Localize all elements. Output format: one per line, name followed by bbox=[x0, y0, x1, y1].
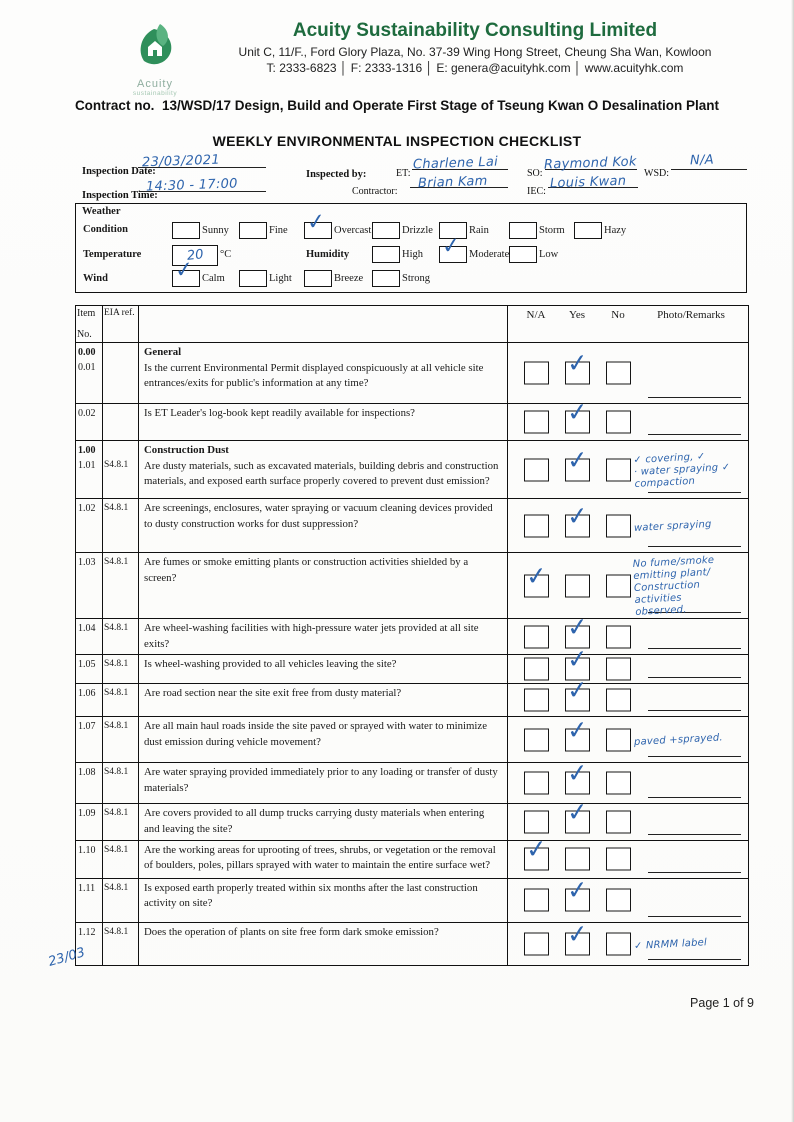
weather-option bbox=[509, 222, 565, 239]
weather-checkbox[interactable] bbox=[372, 222, 400, 239]
eia-ref: S4.8.1 bbox=[104, 503, 129, 513]
so-label: SO: bbox=[527, 168, 543, 179]
table-row bbox=[76, 876, 748, 923]
remarks-handwriting: No fume/smoke emitting plant/ Construction activities observed. bbox=[632, 554, 715, 618]
so-value: Raymond Kok bbox=[543, 154, 638, 173]
tick-mark-icon: ✓ bbox=[524, 562, 549, 591]
contract-text: 13/WSD/17 Design, Build and Operate First Stage of Tseung Kwan O Desalination Plant bbox=[161, 98, 720, 113]
section-item-no: 1.00 bbox=[78, 445, 96, 456]
tick-mark-icon: ✓ bbox=[565, 920, 590, 949]
yes-checkbox[interactable] bbox=[565, 676, 590, 712]
question-text: Are dusty materials, such as excavated materials, building debris and construction materials, and exposed earth surface properly covered to prevent dust emission? bbox=[144, 459, 499, 488]
item-no: 1.12 bbox=[78, 926, 96, 938]
yes-checkbox[interactable] bbox=[565, 716, 590, 751]
item-no: 1.11 bbox=[78, 882, 96, 894]
weather-option bbox=[439, 232, 510, 263]
table-row bbox=[76, 920, 748, 965]
question-text: Are screenings, enclosures, water spraying or vacuum cleaning devices provided to dusty construction works for dust suppression? bbox=[144, 502, 493, 530]
contractor-value: Brian Kam bbox=[417, 173, 488, 192]
tick-mark-icon: ✓ bbox=[565, 613, 590, 643]
remarks-handwriting: water spraying bbox=[633, 518, 712, 534]
weather-option bbox=[172, 256, 225, 287]
handwritten-footer-date: 23/03 bbox=[46, 945, 87, 970]
weather-option bbox=[239, 222, 288, 239]
yes-checkbox[interactable] bbox=[565, 398, 590, 434]
remarks-blank-line bbox=[648, 756, 741, 757]
remarks-blank-line bbox=[648, 834, 741, 835]
tick-mark-icon: ✓ bbox=[524, 835, 549, 865]
table-row bbox=[76, 717, 748, 763]
weather-option-label: Strong bbox=[402, 273, 431, 284]
na-checkbox[interactable] bbox=[524, 362, 549, 385]
header-yes: Yes bbox=[568, 309, 585, 321]
logo-wordmark: Acuity bbox=[137, 78, 173, 90]
condition-label: Condition bbox=[83, 224, 128, 235]
tick-mark-icon: ✓ bbox=[565, 716, 590, 746]
table-row bbox=[76, 343, 748, 404]
leaf-logo-icon bbox=[129, 22, 181, 72]
company-address: Unit C, 11/F., Ford Glory Plaza, No. 37-39 Wing Hong Street, Cheung Sha Wan, Kowloon bbox=[238, 45, 712, 59]
tick-mark-icon: ✓ bbox=[565, 798, 590, 828]
weather-option-label: Light bbox=[269, 273, 292, 284]
question-text: Are road section near the site exit free from dusty material? bbox=[144, 687, 402, 700]
item-no: 1.05 bbox=[78, 659, 96, 671]
weather-option-label: Moderate bbox=[469, 249, 510, 260]
temperature-unit: °C bbox=[220, 249, 232, 260]
table-row bbox=[76, 835, 748, 879]
tick-mark-icon: ✓ bbox=[565, 876, 590, 906]
remarks-blank-line bbox=[648, 546, 741, 547]
yes-checkbox[interactable] bbox=[565, 446, 590, 481]
tick-mark-icon: ✓ bbox=[565, 676, 590, 706]
header-remarks: Photo/Remarks bbox=[657, 309, 725, 321]
company-contact: T: 2333-6823 │ F: 2333-1316 │ E: genera@acuityhk.com │ www.acuityhk.com bbox=[266, 61, 684, 75]
weather-option-label: Drizzle bbox=[402, 225, 433, 236]
yes-checkbox[interactable] bbox=[565, 920, 590, 955]
inspection-time-label: Inspection Time: bbox=[82, 190, 158, 201]
no-checkbox[interactable] bbox=[606, 362, 631, 385]
table-row bbox=[76, 759, 748, 804]
weather-option-label: High bbox=[402, 249, 423, 260]
contractor-label: Contractor: bbox=[352, 186, 398, 197]
header-item-no: No. bbox=[77, 329, 92, 340]
humidity-label: Humidity bbox=[306, 249, 350, 260]
question-text: Are water spraying provided immediately prior to any loading or transfer of dusty materials? bbox=[144, 766, 498, 794]
company-name: Acuity Sustainability Consulting Limited bbox=[292, 20, 658, 41]
eia-ref: S4.8.1 bbox=[104, 882, 129, 893]
weather-option bbox=[304, 270, 363, 287]
yes-checkbox[interactable] bbox=[565, 349, 590, 385]
weather-checkbox[interactable] bbox=[439, 232, 467, 263]
table-row bbox=[76, 441, 748, 499]
eia-ref: S4.8.1 bbox=[104, 688, 129, 699]
tick-mark-icon: ✓ bbox=[305, 208, 327, 235]
na-checkbox[interactable] bbox=[524, 689, 549, 712]
weather-checkbox[interactable] bbox=[172, 256, 200, 287]
header-eia: EIA ref. bbox=[104, 308, 135, 318]
no-checkbox[interactable] bbox=[606, 728, 631, 751]
eia-ref: S4.8.1 bbox=[104, 623, 129, 633]
yes-checkbox[interactable] bbox=[565, 759, 590, 795]
yes-checkbox[interactable] bbox=[565, 574, 590, 597]
remarks-blank-line bbox=[648, 434, 741, 435]
tick-mark-icon: ✓ bbox=[173, 256, 195, 283]
eia-ref: S4.8.1 bbox=[104, 557, 129, 567]
na-checkbox[interactable] bbox=[524, 458, 549, 481]
item-no: 1.07 bbox=[78, 721, 96, 733]
weather-checkbox[interactable] bbox=[172, 222, 200, 239]
weather-option bbox=[172, 222, 229, 239]
temperature-value: 20 bbox=[185, 247, 205, 264]
na-checkbox[interactable] bbox=[524, 562, 549, 597]
section-title: Construction Dust bbox=[144, 444, 229, 456]
tick-mark-icon: ✓ bbox=[565, 349, 590, 379]
logo-tagline: sustainability bbox=[132, 90, 178, 97]
weather-option-label: Breeze bbox=[334, 273, 364, 284]
weather-option bbox=[372, 222, 433, 239]
weather-section-label: Weather bbox=[82, 206, 121, 217]
weather-option bbox=[574, 222, 626, 239]
weather-checkbox[interactable] bbox=[304, 208, 332, 239]
no-checkbox[interactable] bbox=[606, 514, 631, 537]
remarks-blank-line bbox=[648, 492, 741, 493]
na-checkbox[interactable] bbox=[524, 810, 549, 833]
remarks-handwriting: ✓ covering, ✓ · water spraying ✓ compaction bbox=[633, 450, 731, 490]
eia-ref: S4.8.1 bbox=[104, 808, 129, 819]
item-no: 1.04 bbox=[78, 623, 96, 634]
eia-ref: S4.8.1 bbox=[104, 659, 129, 670]
et-value: Charlene Lai bbox=[412, 154, 499, 173]
inspection-date-value: 23/03/2021 bbox=[141, 152, 221, 171]
no-checkbox[interactable] bbox=[606, 658, 631, 681]
table-row bbox=[76, 676, 748, 717]
tick-mark-icon: ✓ bbox=[565, 645, 590, 675]
section-title: General bbox=[144, 346, 182, 358]
na-checkbox[interactable] bbox=[524, 728, 549, 751]
weather-option bbox=[372, 270, 430, 287]
na-checkbox[interactable] bbox=[524, 889, 549, 912]
tick-mark-icon: ✓ bbox=[565, 759, 590, 789]
question-text: Are covers provided to all dump trucks carrying dusty materials when entering and leaving the site? bbox=[144, 807, 485, 835]
question-text: Is the current Environmental Permit displayed conspicuously at all vehicle site entrances/exits for public's information at any time? bbox=[144, 361, 484, 390]
weather-option bbox=[509, 246, 558, 263]
wsd-value: N/A bbox=[689, 152, 715, 169]
wsd-field[interactable] bbox=[671, 169, 747, 170]
weather-option-label: Fine bbox=[269, 225, 288, 236]
remarks-blank-line bbox=[648, 916, 741, 917]
yes-checkbox[interactable] bbox=[565, 798, 590, 833]
item-no: 1.01 bbox=[78, 460, 96, 471]
weather-option bbox=[372, 246, 423, 263]
page-number: Page 1 of 9 bbox=[690, 996, 754, 1010]
question-text: Are all main haul roads inside the site paved or sprayed with water to minimize dust emission during vehicle movement? bbox=[144, 720, 488, 748]
no-checkbox[interactable] bbox=[606, 810, 631, 833]
question-text: Are the working areas for uprooting of trees, shrubs, or vegetation or the removal of boulders, poles, pillars sprayed with water to maintain the entire surface wet? bbox=[144, 843, 496, 872]
form-title: WEEKLY ENVIRONMENTAL INSPECTION CHECKLIST bbox=[212, 133, 582, 149]
iec-value: Louis Kwan bbox=[549, 173, 627, 192]
company-logo bbox=[90, 18, 220, 97]
header-no: No bbox=[611, 309, 625, 321]
weather-option bbox=[304, 208, 372, 239]
header-na: N/A bbox=[526, 309, 546, 321]
eia-ref: S4.8.1 bbox=[104, 844, 129, 855]
weather-option-label: Rain bbox=[469, 225, 489, 236]
weather-checkbox[interactable] bbox=[509, 222, 537, 239]
yes-checkbox[interactable] bbox=[565, 502, 590, 537]
weather-checkbox[interactable] bbox=[574, 222, 602, 239]
na-checkbox[interactable] bbox=[524, 625, 549, 648]
no-checkbox[interactable] bbox=[606, 689, 631, 712]
table-row bbox=[76, 553, 748, 619]
iec-label: IEC: bbox=[527, 186, 546, 197]
weather-option-label: Calm bbox=[202, 273, 225, 284]
table-row bbox=[76, 398, 748, 441]
question-text: Does the operation of plants on site free form dark smoke emission? bbox=[144, 925, 439, 938]
question-text: Are fumes or smoke emitting plants or construction activities shielded by a screen? bbox=[144, 556, 469, 584]
no-checkbox[interactable] bbox=[606, 889, 631, 912]
item-no: 1.06 bbox=[78, 688, 96, 700]
weather-option-label: Hazy bbox=[604, 225, 627, 236]
temperature-label: Temperature bbox=[83, 249, 142, 260]
remarks-blank-line bbox=[648, 710, 741, 711]
table-row bbox=[76, 798, 748, 840]
eia-ref: S4.8.1 bbox=[104, 767, 129, 778]
weather-option-label: Low bbox=[539, 249, 559, 260]
na-checkbox[interactable] bbox=[524, 411, 549, 434]
na-checkbox[interactable] bbox=[524, 932, 549, 955]
weather-checkbox[interactable] bbox=[509, 246, 537, 263]
contract-line bbox=[0, 98, 794, 113]
item-no: 1.10 bbox=[78, 844, 96, 856]
remarks-blank-line bbox=[648, 397, 741, 398]
no-checkbox[interactable] bbox=[606, 574, 631, 597]
inspection-time-value: 14:30 - 17:00 bbox=[145, 176, 239, 195]
no-checkbox[interactable] bbox=[606, 458, 631, 481]
table-header-row bbox=[76, 306, 748, 343]
no-checkbox[interactable] bbox=[606, 625, 631, 648]
header-item: Item bbox=[77, 308, 96, 319]
weather-checkbox[interactable] bbox=[372, 246, 400, 263]
question-text: Is ET Leader's log-book kept readily available for inspections? bbox=[144, 407, 415, 419]
question-text: Is exposed earth properly treated within six months after the last construction activity on site? bbox=[144, 881, 478, 910]
weather-checkbox[interactable] bbox=[372, 270, 400, 287]
no-checkbox[interactable] bbox=[606, 411, 631, 434]
eia-ref: S4.8.1 bbox=[104, 460, 129, 470]
table-row bbox=[76, 499, 748, 553]
na-checkbox[interactable] bbox=[524, 658, 549, 681]
question-text: Is wheel-washing provided to all vehicles leaving the site? bbox=[144, 658, 397, 671]
item-no: 0.02 bbox=[78, 408, 96, 419]
weather-checkbox[interactable] bbox=[239, 222, 267, 239]
item-no: 1.09 bbox=[78, 808, 96, 820]
tick-mark-icon: ✓ bbox=[565, 446, 590, 475]
wsd-label: WSD: bbox=[644, 168, 669, 179]
inspected-by-label: Inspected by: bbox=[306, 169, 367, 180]
item-no: 0.01 bbox=[78, 362, 96, 373]
na-checkbox[interactable] bbox=[524, 835, 549, 871]
remarks-blank-line bbox=[648, 648, 741, 649]
weather-option-label: Sunny bbox=[202, 225, 229, 236]
item-no: 1.03 bbox=[78, 557, 96, 568]
item-no: 1.08 bbox=[78, 767, 96, 779]
wind-label: Wind bbox=[83, 273, 108, 284]
contract-label: Contract no. bbox=[74, 98, 155, 113]
yes-checkbox[interactable] bbox=[565, 848, 590, 871]
weather-checkbox[interactable] bbox=[239, 270, 267, 287]
weather-option bbox=[239, 270, 292, 287]
weather-option-label: Storm bbox=[539, 225, 565, 236]
document-header bbox=[90, 18, 730, 97]
remarks-blank-line bbox=[648, 677, 741, 678]
remarks-blank-line bbox=[648, 959, 741, 960]
na-checkbox[interactable] bbox=[524, 514, 549, 537]
weather-option-label: Overcast bbox=[334, 225, 372, 236]
et-label: ET: bbox=[396, 168, 411, 179]
no-checkbox[interactable] bbox=[606, 932, 631, 955]
inspection-date-label: Inspection Date: bbox=[82, 166, 156, 177]
question-text: Are wheel-washing facilities with high-pressure water jets provided at all site exits? bbox=[144, 622, 479, 650]
item-no: 1.02 bbox=[78, 503, 96, 514]
table-row bbox=[76, 645, 748, 684]
no-checkbox[interactable] bbox=[606, 848, 631, 871]
remarks-blank-line bbox=[648, 872, 741, 873]
section-item-no: 0.00 bbox=[78, 347, 96, 358]
weather-section bbox=[75, 203, 747, 293]
checklist-table bbox=[75, 305, 749, 966]
eia-ref: S4.8.1 bbox=[104, 721, 129, 732]
weather-checkbox[interactable] bbox=[304, 270, 332, 287]
remarks-handwriting: paved +sprayed. bbox=[633, 732, 724, 748]
tick-mark-icon: ✓ bbox=[565, 502, 590, 531]
table-row bbox=[76, 613, 748, 655]
eia-ref: S4.8.1 bbox=[104, 926, 129, 937]
tick-mark-icon: ✓ bbox=[565, 398, 590, 428]
no-checkbox[interactable] bbox=[606, 772, 631, 795]
tick-mark-icon: ✓ bbox=[440, 232, 462, 259]
yes-checkbox[interactable] bbox=[565, 876, 590, 912]
remarks-blank-line bbox=[648, 797, 741, 798]
remarks-handwriting: ✓ NRMM label bbox=[633, 936, 708, 952]
na-checkbox[interactable] bbox=[524, 772, 549, 795]
